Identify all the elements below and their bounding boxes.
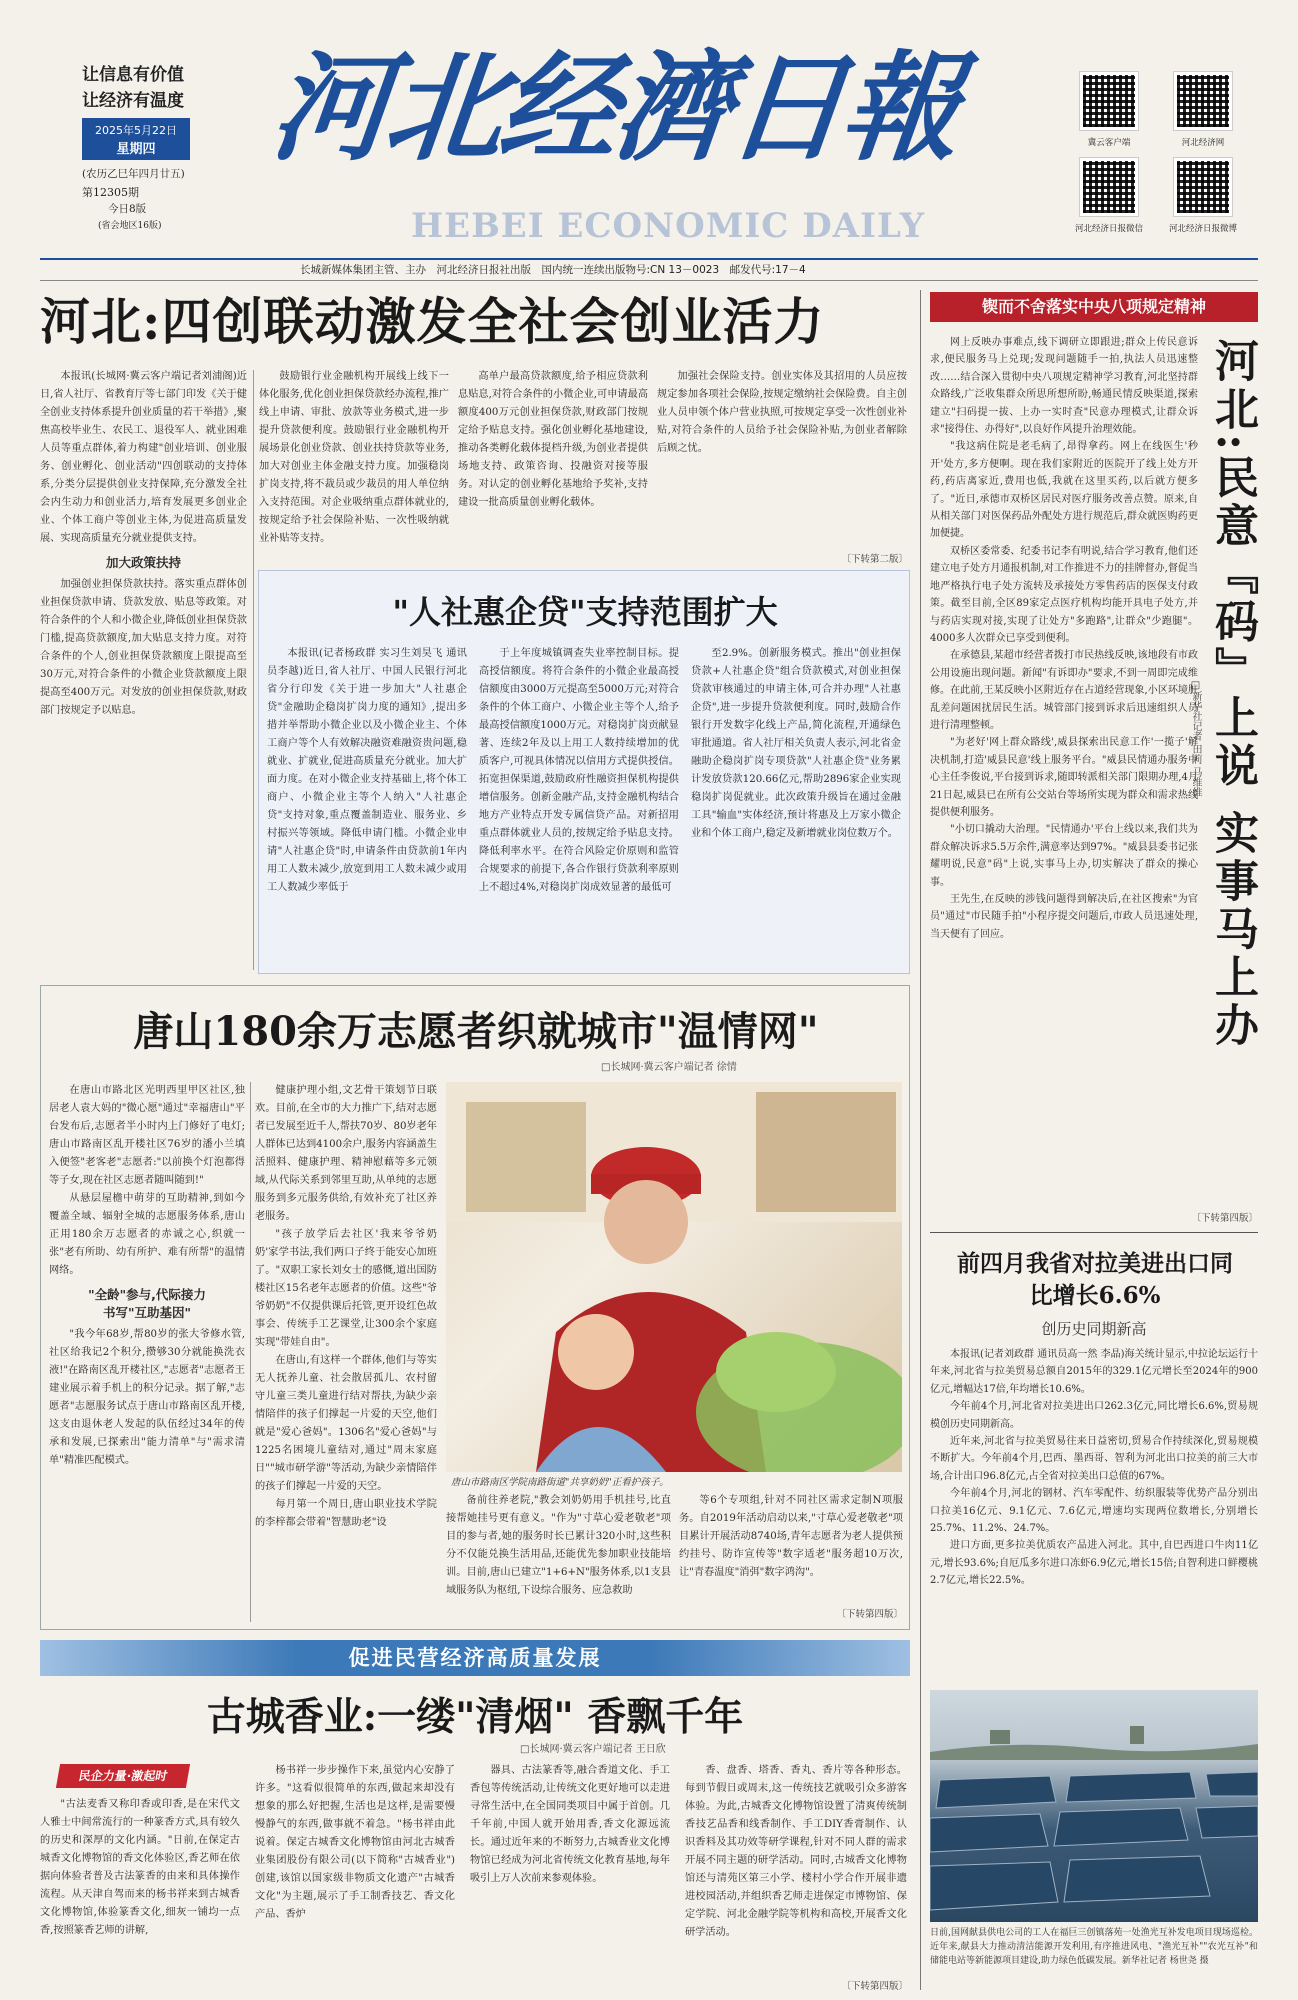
lead-column-3 (458, 368, 648, 566)
tangshan-subheading-1: "全龄"参与,代际接力 (88, 1287, 206, 1302)
newspaper-title-en: HEBEI ECONOMIC DAILY (411, 206, 925, 246)
sidebar-ribbon (930, 292, 1258, 322)
lead-column-4 (657, 368, 907, 548)
photo-caption: 唐山市路南区学院南路街道"共享奶奶"正看护孩子。 (451, 1477, 669, 1488)
solar-farm-photo (930, 1690, 1258, 1922)
sidebar-paragraph: 在承德县,某超市经营者拨打市民热线反映,该地段有市政公用设施出现问题。新闻"有诉即办"要求,不到一周即完成维修。在此前,王某反映小区附近存在占道经营现象,小区环境脏乱差问题困扰居民生活。城管部门接到诉求后迅速组织人员进行清理整顿。 (930, 650, 1198, 731)
publisher-info: 长城新媒体集团主管、主办 河北经济日报社出版 国内统一连续出版物号:CN 13－0023 邮发代号:17－4 (300, 264, 806, 276)
date-badge (82, 118, 190, 160)
date: 2025年5月22日 (95, 124, 177, 137)
qr-label-app: 冀云客户端 (1087, 138, 1131, 148)
tangshan-byline: □长城网·冀云客户端记者 徐情 (601, 1062, 737, 1073)
qr-code-wechat (1080, 158, 1138, 216)
tangshan-paragraph: "我今年68岁,帮80岁的张大爷修水管,社区给我记2个积分,攒够30分就能换洗衣液!"在路南区乱开楼社区,"志愿者"志愿者王建业展示着手机上的积分记录。据了解,"志愿者"志愿服务试点于唐山市路南区乱开楼,这支由退休老人发起的队伍经过34年的传承和发展,已探索出"能力清单"与"需求清单"精准匹配模式。 (49, 1329, 245, 1466)
sidebar-column (930, 334, 1198, 1206)
sidebar-paragraph: 网上反映办事难点,线下调研立即跟进;群众上传民意诉求,便民服务马上兑现;发现问题随手一拍,执法人员迅速整改……结合深入贯彻中央八项规定精神学习教育,河北坚持群众路线,广泛收集群众所思所想所盼,畅通民情反映渠道,探索建立"扫码提一拔、上办一实时查"民意办理模式,让群众诉求"接得住、办得好",以良好作风提升治理效能。 (930, 337, 1198, 436)
loan-paragraph: 于上年度城镇调查失业率控制目标。提高授信额度。将符合条件的小微企业最高授信额度由3000万元提高至5000万元;对符合条件的个体工商户、小微企业主等个人,给予最高授信额度1000万元。对稳岗扩岗贡献显著、连续2年及以上用工人数持续增加的优质客户,可视具体情况以信用方式提供授信。拓宽担保渠道,鼓励政府性融资担保机构提供增信服务。创新金融产品,支持金融机构结合地方产业特点开发专属信贷产品。对新招用重点群体就业人员的,按规定给予贴息支持。降低利率水平。在符合风险定价原则和监管合规要求的前提下,各合作银行贷款利率原则上不超过4%,对稳岗扩岗成效显著的最低可 (479, 648, 679, 893)
tangshan-column-1 (49, 1082, 245, 1622)
slogan-2: 让经济有温度 (82, 91, 184, 111)
sidebar-paragraph: "为老好'网上群众路线',威县探索出民意工作'一揽子'解决机制,打造'威县民意'线上服务平台。"威县民情通办服务中心主任李俊说,平台接到诉求,随即转派相关部门限期办理,4月21日起,威县已在所有公交站台等场所实现为群众和需求热线提供便利服务。 (930, 737, 1198, 818)
section-banner-text: 促进民营经济高质量发展 (348, 1646, 602, 1670)
incense-column-1 (40, 1796, 240, 1992)
tangshan-paragraph: "孩子放学后去社区'我来爷爷奶奶'家学书法,我们两口子终于能安心加班了。"双职工家长刘女士的感慨,道出国防楼社区15名老年志愿者的价值。这些"爷爷奶奶"不仅提供课后托管,更开设红色故事会、传统手工艺课堂,让300余个家庭实现"带娃自由"。 (255, 1229, 437, 1348)
incense-column-2 (255, 1762, 455, 1992)
lead-paragraph: 高单户最高贷款额度,给予相应贷款利息贴息,对符合条件的小微企业,可申请最高额度400万元创业担保贷款,财政部门按规定给予贴息支持。强化创业孵化基地建设,推动各类孵化载体提档升级,为创业者提供场地支持、政策咨询、投融资对接等服务。对认定的创业孵化基地给予奖补,支持建设一批高质量创业孵化载体。 (458, 371, 648, 508)
loan-paragraph: 至2.9%。创新服务模式。推出"创业担保贷款+人社惠企贷"组合贷款模式,对创业担保贷款审核通过的申请主体,可合并办理"人社惠企贷",进一步提升贷款便利度。同时,鼓励合作银行开发数字化线上产品,简化流程,开通绿色审批通道。省人社厅相关负责人表示,河北省金融助企稳岗扩岗专项贷款"人社惠企贷"业务累计发放贷款120.66亿元,帮助2896家企业实现稳岗扩岗促就业。此次政策升级旨在通过金融工具"输血"实体经济,预计将惠及上万家小微企业和个体工商户,稳定及新增就业岗位数万个。 (691, 648, 901, 839)
lead-headline: 河北:四创联动激发全社会创业活力 (40, 292, 825, 351)
continued-label: 〔下转第四版〕 (841, 1981, 908, 1992)
lead-column-1 (40, 368, 247, 973)
qr-label-wechat: 河北经济日报微信 (1074, 224, 1143, 234)
lead-column-2 (259, 368, 449, 566)
incense-column-3 (470, 1762, 670, 1992)
volunteer-photo-illustration (446, 1082, 902, 1472)
qr-code-web (1174, 72, 1232, 130)
column-badge: 民企力量·激起时 (56, 1764, 190, 1788)
continued-label: 〔下转第二版〕 (841, 554, 908, 565)
lead-paragraph: 加强创业担保贷款扶持。落实重点群体创业担保贷款申请、贷款发放、贴息等政策。对符合条件的个人和小微企业,降低创业担保贷款门槛,提高贷款额度,加大贴息支持力度。对符合条件的个人,创业担保贷款额度上限提高至30万元,对符合条件的小微企业贷款额度上限提高至400万元。对发放的创业担保贷款,财政部门按规定予以贴息。 (40, 579, 247, 716)
sidebar-paragraph: "我这病住院是老毛病了,昂得拿药。网上在线医生'秒开'处方,多方便啊。现在我们家附近的医院开了线上处方开药,药店离家近,费用也低,我就在这里买药,以后就方便多了。"近日,承德市双桥区居民对医疗服务改善点赞。原来,自从相关部门对医保药品外配处方进行规范后,群众就医购药更加便捷。 (930, 441, 1198, 540)
incense-paragraph: 杨书祥一步步操作下来,虽觉内心安静了许多。"这看似很简单的东西,做起来却没有想象的那么好把握,生活也是这样,是需要慢慢静气的东西,做事就不着急。"杨书祥由此说着。保定古城香文化博物馆由河北古城香业集团股份有限公司(以下简称"古城香业")创建,该馆以国家级非物质文化遗产"古城香文化"为主题,展示了手工制香技艺、香文化产品、香炉 (255, 1765, 455, 1920)
solar-photo-caption: 日前,国网献县供电公司的工人在福巨三创镇落苑一处渔光互补发电项目现场巡检。近年来,献县大力推动清洁能源开发利用,有序推进风电、"渔光互补""农光互补"和储能电站等新能源项目建设,助力绿色低碳发展。新华社记者 杨世尧 摄 (930, 1928, 1258, 1966)
lead-paragraph: 加强社会保险支持。创业实体及其招用的人员应按规定参加各项社会保险,按规定缴纳社会保险费。自主创业人员申领个体户营业执照,可按规定享受一次性创业补贴,对符合条件的人员给予社会保险补贴,为创业者解除后顾之忧。 (657, 371, 907, 454)
tangshan-paragraph: 从悬层屋檐中萌芽的互助精神,到如今覆盖全域、辐射全城的志愿服务体系,唐山正用180余万志愿者的赤诚之心,织就一张"老有所助、幼有所护、难有所帮"的温情网络。 (49, 1193, 245, 1276)
sidebar-rule (920, 290, 921, 1990)
incense-column-4 (685, 1762, 907, 1976)
sidebar-ribbon-text: 锲而不舍落实中央八项规定精神 (981, 297, 1206, 316)
trade-paragraph: 今年前4个月,河北的钢材、汽车零配件、纺织服装等优势产品分别出口拉美16亿元、9.1亿元、7.6亿元,增速均实现两位数增长,分别增长25.7%、11.2%、24.7%。 (930, 1488, 1258, 1535)
qr-code-weibo (1174, 158, 1232, 216)
sidebar-paragraph: 双桥区委常委、纪委书记李有明说,结合学习教育,他们还建立电子处方月通报机制,对工作推进不力的挂牌督办,督促当地严格执行电子处方流转及承接处方零售药店的医保支付政策。截至目前,全区89家定点医疗机构均能开具电子处方,并与药店实现对接,实现了让处方"多跑路",让群众"少跑腿"。4000多人次群众已享受到便利。 (930, 545, 1198, 644)
tangshan-paragraph: 等6个专项组,针对不同社区需求定制N项服务。自2019年活动启动以来,"寸草心爱老敬老"项目累计开展活动8740场,青年志愿者为老人提供预约挂号、防诈宣传等"数字适老"服务超10万次,让"青春温度"消弭"数字鸿沟"。 (679, 1495, 903, 1578)
loan-column-1 (267, 645, 467, 969)
sidebar-vertical-headline: 河北:民意『码』上说 实事马上办 (1207, 338, 1258, 1050)
trade-paragraph: 近年来,河北省与拉美贸易往来日益密切,贸易合作持续深化,贸易规模不断扩大。今年前4个月,巴西、墨西哥、智利为河北出口拉美的前三大市场,合计出口96.8亿元,占全省对拉美出口总值的67%。 (930, 1436, 1258, 1482)
loan-column-2 (479, 645, 679, 969)
sidebar-byline: □新华社记者 田莉 马维维 (1190, 680, 1201, 798)
trade-paragraph: 进口方面,更多拉美优质农产品进入河北。其中,自巴西进口牛肉11亿元,增长93.6%;自厄瓜多尔进口冻虾6.9亿元,增长15倍;自智利进口鲜樱桃2.7亿元,增长22.5%。 (930, 1540, 1258, 1587)
trade-paragraph: 本报讯(记者刘政群 通讯员高一然 李晶)海关统计显示,中拉论坛运行十年来,河北省与拉美贸易总额自2015年的329.1亿元增长至2024年的900亿元,增幅达17倍,年均增长10.6%。 (930, 1349, 1258, 1395)
incense-byline: □长城网·冀云客户端记者 王日欣 (520, 1744, 666, 1755)
qr-label-web: 河北经济网 (1181, 138, 1225, 148)
tangshan-column-2 (255, 1082, 437, 1622)
qr-code-app (1080, 72, 1138, 130)
lunar-date: (农历乙巳年四月廿五) (82, 168, 185, 180)
volunteer-photo (446, 1082, 902, 1472)
info-rule (40, 280, 1258, 281)
lead-paragraph: 本报讯(长城网·冀云客户端记者刘浦阁)近日,省人社厅、省教育厅等七部门印发《关于健全创业支持体系提升创业质量的若干举措》,聚焦高校毕业生、农民工、退役军人、就业困难人员等重点群体,着力构建"创业培训、创业服务、创业孵化、创业活动"四创联动的支持体系,分类分层提供创业支持保障,充分激发全社会内生动力和创业活力,培育发展更多创业企业、个体工商户等创业主体,为促进高质量发展、实现高质量充分就业提供支持。 (40, 371, 247, 544)
slogan-1: 让信息有价值 (82, 65, 184, 85)
continued-label: 〔下转第四版〕 (836, 1609, 903, 1620)
tangshan-paragraph: 备前往养老院,"教会刘奶奶用手机挂号,比直接帮她挂号更有意义。"作为"寸草心爱老敬老"项目的参与者,她的服务时长已累计320小时,这些积分不仅能兑换生活用品,还能优先参加职业技能培训。目前,唐山已建立"1+6+N"服务体系,以1支县域服务队为枢纽,下设综合服务、应急救助 (446, 1495, 671, 1596)
tangshan-column-3 (446, 1492, 671, 1622)
tangshan-paragraph: 每月第一个周日,唐山职业技术学院的李梓都会带着"智慧助老"设 (255, 1499, 437, 1528)
issue-number: 第12305期 (82, 186, 139, 199)
tangshan-headline: 唐山180余万志愿者织就城市"温情网" (133, 1008, 819, 1055)
incense-paragraph: "古法麦香又称印香或印香,是在宋代文人雅士中间常流行的一种篆香方式,具有较久的历史和深厚的文化内涵。"日前,在保定古城香文化博物馆的香文化体验区,香艺师在依据向体验者普及古法篆香的由来和具体操作流程。从天津自驾而来的杨书祥来到古城香文化博物馆,体验篆香文化,细灰一铺均一点香,按照篆香艺师的讲解, (40, 1799, 240, 1936)
tangshan-box (40, 985, 910, 1630)
tangshan-subheading-2: 书写"互助基因" (102, 1305, 192, 1320)
incense-paragraph: 器具、古法篆香等,融合香道文化、手工香包等传统活动,让传统文化更好地可以走进寻常生活中,在全国同类项目中属于首创。几千年前,中国人就开始用香,香文化源远流长。通过近年来的不断努力,古城香业文化博物馆已经成为河北省传统文化教育基地,每年吸引上万人次前来参观体验。 (470, 1765, 670, 1884)
column-rule (253, 370, 254, 970)
tangshan-paragraph: 在唐山市路北区光明西里甲区社区,独居老人袁大妈的"微心愿"通过"幸福唐山"平台发布后,志愿者半小时内上门修好了电灯;唐山市路南区乱开楼社区76岁的潘小兰填入便签"老客老"志愿者:"以前换个灯泡都得等子女,现在社区志愿者随叫随到!" (49, 1085, 245, 1186)
column-rule (250, 1082, 251, 1622)
loan-box (258, 570, 910, 974)
masthead-rule (40, 258, 1258, 260)
lead-paragraph: 鼓励银行业金融机构开展线上线下一体化服务,优化创业担保贷款经办流程,推广线上申请、审批、放款等业务模式,进一步提升贷款便利度。鼓励银行业金融机构开展场景化创业贷款、创业扶持贷款等业务,加大对创业主体金融支持力度。加强稳岗扩岗支持,将不裁员或少裁员的用人单位纳入支持范围。对企业吸纳重点群体就业的,按规定给予社会保险补贴、一次性吸纳就业补贴等支持。 (259, 371, 449, 544)
incense-headline: 古城香业:一缕"清烟" 香飘千年 (206, 1694, 744, 1740)
tangshan-paragraph: 健康护理小组,文艺骨干策划节日联欢。目前,在全市的大力推广下,结对志愿者已发展至近千人,帮扶70岁、80岁老年人群体已达到4100余户,服务内容涵盖生活照料、健康护理、精神慰藉等多元领域,从代际关系到邻里互助,从单纯的志愿服务到多元服务供给,有效补充了社区养老服务。 (255, 1085, 437, 1222)
sidebar-paragraph: 王先生,在反映的涉钱问题得到解决后,在社区搜索"为官员"通过"市民随手拍"小程序提交问题后,市政人员迅速处理,当天便有了回应。 (930, 894, 1198, 940)
sidebar-paragraph: "小切口撬动大治理。"民情通办'平台上线以来,我们共为群众解决诉求5.5万余件,满意率达到97%。"威县县委书记张耀明说,民意"码"上说,实事马上办,切实解决了群众的操心事。 (930, 824, 1198, 888)
loan-paragraph: 本报讯(记者杨政群 实习生刘昊飞 通讯员李越)近日,省人社厅、中国人民银行河北省分行印发《关于进一步加大"人社惠企贷"金融助企稳岗扩岗力度的通知》,提出多措并举帮助小微企业以及小微企业主、个体工商户等个人有效解决融资难融资贵问题,稳就业、扩就业,促进高质量充分就业。加大扩面力度。在对小微企业支持基础上,将个体工商户、小微企业主等个人纳入"人社惠企贷"支持对象,重点覆盖制造业、服务业、乡村振兴等领域。降低申请门槛。小微企业申请"人社惠企贷"时,申请条件由贷款前1年内用工人数未减少,放宽到用工人数未减少或用工人数减少率低于 (267, 648, 467, 893)
loan-headline: "人社惠企贷"支持范围扩大 (392, 593, 778, 631)
trade-subheadline: 创历史同期新高 (1041, 1320, 1147, 1338)
trade-headline: 前四月我省对拉美进出口同比增长6.6% (957, 1250, 1233, 1309)
tangshan-paragraph: 在唐山,有这样一个群体,他们与等实无人抚养儿童、社会散居孤儿、农村留守儿童三类儿童进行结对帮扶,为缺少亲情陪伴的孩子们撑起一片爱的天空,他们就是"爱心爸妈"。1306名"爱心爸妈"与1225名困境儿童结对,通过"周末家庭日""城市研学游"等活动,为缺少亲情陪伴的孩子们撑起一片爱的天空。 (255, 1355, 437, 1492)
trade-column (930, 1346, 1258, 1676)
trade-paragraph: 今年前4个月,河北省对拉美进出口262.3亿元,同比增长6.6%,贸易规模创历史同期新高。 (930, 1401, 1258, 1430)
qr-label-weibo: 河北经济日报微博 (1168, 224, 1237, 234)
edition-note: (省会地区16版) (98, 221, 162, 231)
loan-column-3 (691, 645, 901, 969)
sidebar-divider (930, 1232, 1258, 1233)
lead-subheading: 加大政策扶持 (105, 555, 181, 570)
continued-label: 〔下转第四版〕 (1191, 1213, 1258, 1224)
newspaper-title: 河北经濟日報 (264, 38, 964, 177)
section-banner (40, 1640, 910, 1676)
page-count: 今日8版 (108, 203, 147, 215)
masthead (0, 0, 1298, 265)
solar-farm-illustration (930, 1690, 1258, 1922)
tangshan-column-4 (679, 1492, 903, 1604)
incense-paragraph: 香、盘香、塔香、香丸、香片等各种形态。每到节假日或周末,这一传统技艺就吸引众多游客体验。为此,古城香文化博物馆设置了清爽传统制香技艺品香和线香制作、手工DIY香膏制作、认识香料及其功效等研学课程,针对不同人群的需求开展不同主题的研学活动。同时,古城香文化博物馆还与清苑区第三小学、楼村小学合作开展非遗进校园活动,并组织香艺师走进保定市博物馆、保定学院、河北金融学院等机构和高校,开展香文化研学活动。 (685, 1765, 907, 1938)
weekday: 星期四 (116, 142, 156, 157)
